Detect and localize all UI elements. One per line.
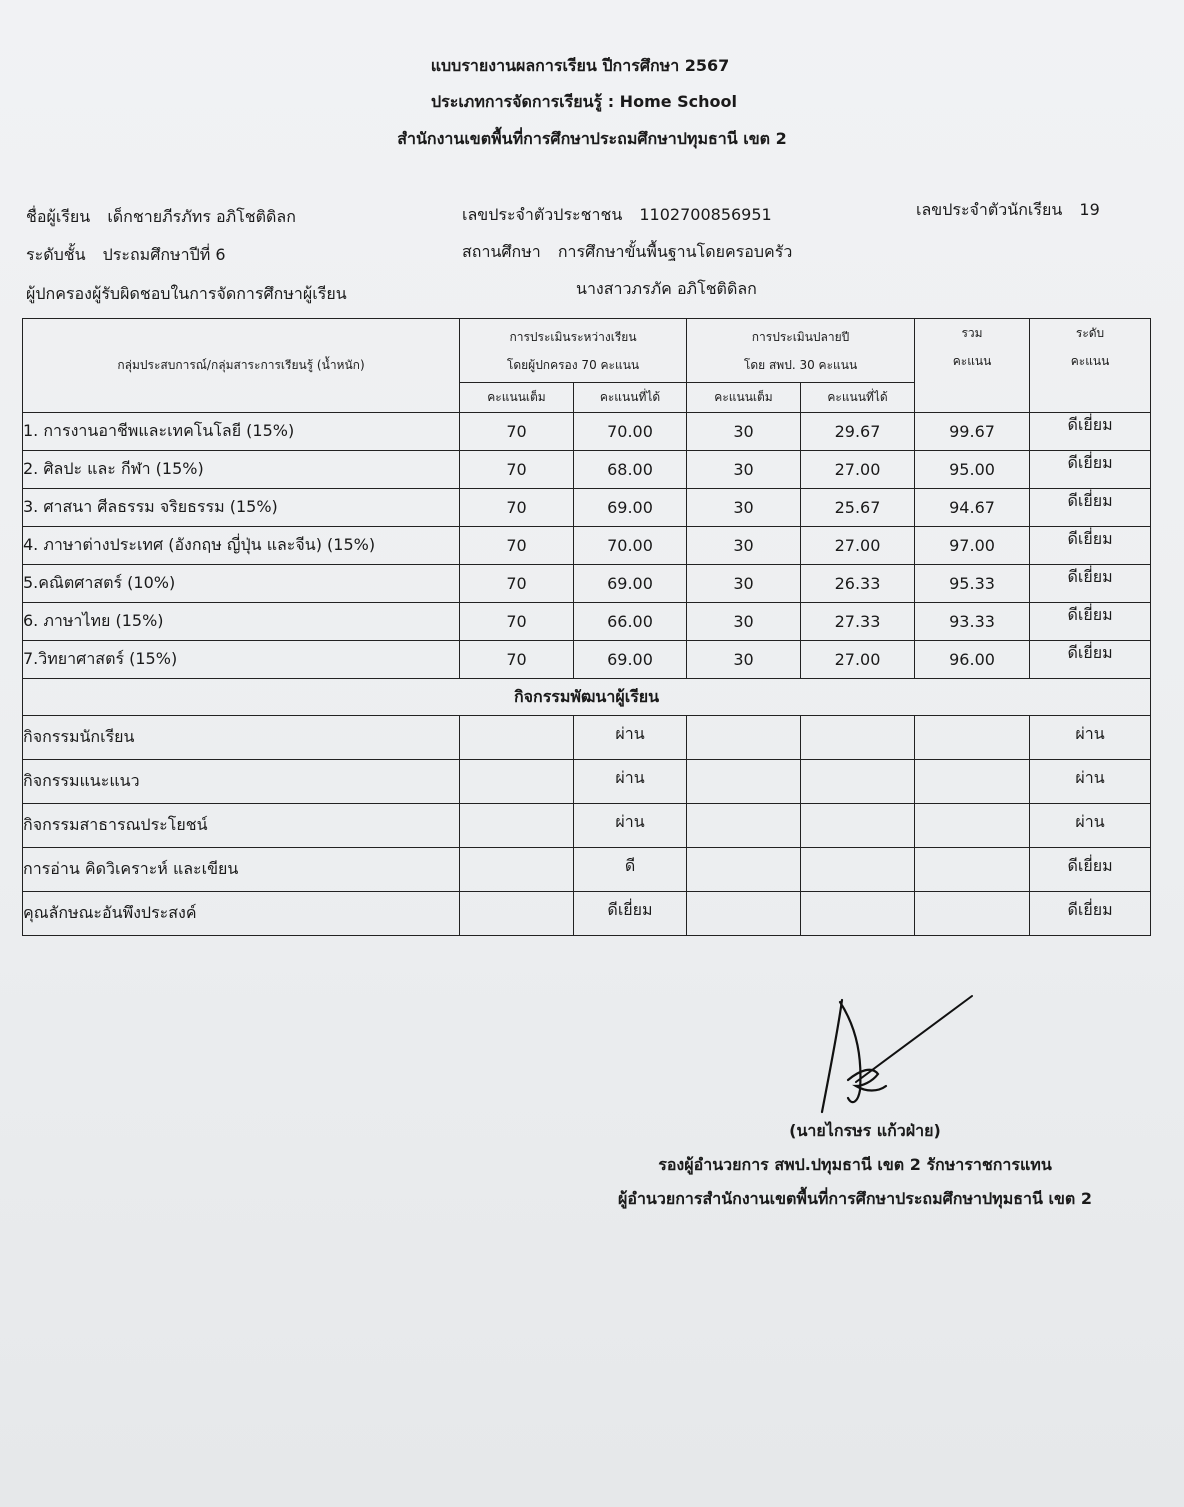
empty-cell: [687, 804, 801, 848]
subject-name: 2. ศิลปะ และ กีฬา (15%): [23, 451, 460, 489]
activity-result: ดี: [574, 848, 687, 892]
total-score: 97.00: [915, 527, 1030, 565]
total-header-line1: รวม: [961, 326, 983, 340]
empty-cell: [460, 760, 574, 804]
activity-row: [23, 892, 1151, 936]
level-header-line1: ระดับ: [1075, 326, 1105, 340]
summative-full: 30: [687, 489, 801, 527]
summative-earned: 27.00: [801, 451, 915, 489]
activity-name: กิจกรรมแนะแนว: [23, 760, 460, 804]
summative-earned: 27.33: [801, 603, 915, 641]
formative-full: 70: [460, 603, 574, 641]
level-line: [26, 243, 226, 268]
activity-name: กิจกรรมสาธารณประโยชน์: [23, 804, 460, 848]
citizen-id: 1102700856951: [639, 205, 772, 224]
table-row: [23, 527, 1151, 565]
signer-position-2: ผู้อำนวยการสำนักงานเขตพื้นที่การศึกษาประถมศึกษาปทุมธานี เขต 2: [617, 1189, 1093, 1208]
activities-section-row: [23, 679, 1151, 716]
summative-earned: 29.67: [801, 413, 915, 451]
table-row: [23, 565, 1151, 603]
citizen-id-label: เลขประจำตัวประชาชน: [462, 205, 623, 224]
citizen-id-line: [462, 203, 772, 228]
summative-full: 30: [687, 565, 801, 603]
total-score: 93.33: [915, 603, 1030, 641]
summative-header-line2: โดย สพป. 30 คะแนน: [743, 357, 858, 372]
formative-full: 70: [460, 413, 574, 451]
activity-level: ผ่าน: [1030, 716, 1151, 760]
empty-cell: [801, 804, 915, 848]
empty-cell: [687, 892, 801, 936]
total-header: [915, 319, 1030, 413]
summative-earned: 26.33: [801, 565, 915, 603]
subject-name: 7.วิทยาศาสตร์ (15%): [23, 641, 460, 679]
formative-earned: 69.00: [574, 565, 687, 603]
activity-name: การอ่าน คิดวิเคราะห์ และเขียน: [23, 848, 460, 892]
activity-level: ผ่าน: [1030, 760, 1151, 804]
activity-result: ผ่าน: [574, 760, 687, 804]
activity-name: กิจกรรมนักเรียน: [23, 716, 460, 760]
summative-full: 30: [687, 603, 801, 641]
subject-name: 5.คณิตศาสตร์ (10%): [23, 565, 460, 603]
formative-full: 70: [460, 641, 574, 679]
activity-name: คุณลักษณะอันพึงประสงค์: [23, 892, 460, 936]
total-score: 94.67: [915, 489, 1030, 527]
empty-cell: [460, 848, 574, 892]
empty-cell: [687, 716, 801, 760]
activity-row: [23, 760, 1151, 804]
formative-header: [460, 319, 687, 383]
signer-name: (นายไกรษร แก้วฝ่าย): [789, 1121, 941, 1140]
summative-full-header: คะแนนเต็ม: [687, 383, 801, 413]
formative-header-line1: การประเมินระหว่างเรียน: [509, 329, 637, 344]
summative-earned: 27.00: [801, 641, 915, 679]
grades-table: [22, 318, 1151, 936]
total-score: 99.67: [915, 413, 1030, 451]
table-row: [23, 489, 1151, 527]
grade-level-cell: ดีเยี่ยม: [1030, 489, 1151, 527]
guardian-name: นางสาวภรภัค อภิโชติดิลก: [576, 279, 757, 298]
formative-earned: 69.00: [574, 489, 687, 527]
learning-type: ประเภทการจัดการเรียนรู้ : Home School: [430, 92, 738, 111]
empty-cell: [460, 716, 574, 760]
empty-cell: [687, 848, 801, 892]
school-label: สถานศึกษา: [462, 242, 541, 261]
summative-earned: 25.67: [801, 489, 915, 527]
summative-header: [687, 319, 915, 383]
empty-cell: [460, 892, 574, 936]
office-name: สำนักงานเขตพื้นที่การศึกษาประถมศึกษาปทุมธานี เขต 2: [397, 129, 787, 148]
activity-level: ผ่าน: [1030, 804, 1151, 848]
formative-earned: 66.00: [574, 603, 687, 641]
summative-full: 30: [687, 527, 801, 565]
empty-cell: [460, 804, 574, 848]
subject-group-header: กลุ่มประสบการณ์/กลุ่มสาระการเรียนรู้ (น้ำหนัก): [23, 319, 460, 413]
grade-level-cell: ดีเยี่ยม: [1030, 527, 1151, 565]
table-row: [23, 603, 1151, 641]
student-id: 19: [1079, 200, 1100, 219]
summative-full: 30: [687, 451, 801, 489]
empty-cell: [915, 760, 1030, 804]
formative-earned: 68.00: [574, 451, 687, 489]
grade-level-cell: ดีเยี่ยม: [1030, 603, 1151, 641]
level-label: ระดับชั้น: [26, 245, 86, 264]
total-score: 95.00: [915, 451, 1030, 489]
grade-level: ประถมศึกษาปีที่ 6: [102, 245, 226, 264]
empty-cell: [801, 760, 915, 804]
student-name-label: ชื่อผู้เรียน: [26, 207, 91, 226]
student-name: เด็กชายภีรภัทร อภิโชติดิลก: [107, 207, 296, 226]
activity-level: ดีเยี่ยม: [1030, 848, 1151, 892]
formative-full: 70: [460, 527, 574, 565]
subject-name: 4. ภาษาต่างประเทศ (อังกฤษ ญี่ปุ่น และจีน) (15%): [23, 527, 460, 565]
table-header-row: [23, 319, 1151, 383]
activity-row: [23, 716, 1151, 760]
table-row: [23, 413, 1151, 451]
formative-earned: 69.00: [574, 641, 687, 679]
formative-full: 70: [460, 565, 574, 603]
total-score: 95.33: [915, 565, 1030, 603]
summative-earned: 27.00: [801, 527, 915, 565]
school-line: [462, 240, 792, 265]
summative-full: 30: [687, 413, 801, 451]
subject-name: 6. ภาษาไทย (15%): [23, 603, 460, 641]
table-row: [23, 451, 1151, 489]
level-header: [1030, 319, 1151, 413]
summative-earned-header: คะแนนที่ได้: [801, 383, 915, 413]
formative-full: 70: [460, 489, 574, 527]
grade-level-cell: ดีเยี่ยม: [1030, 565, 1151, 603]
signer-position-1: รองผู้อำนวยการ สพป.ปทุมธานี เขต 2 รักษาราชการแทน: [658, 1155, 1052, 1174]
activity-result: ดีเยี่ยม: [574, 892, 687, 936]
guardian-label: ผู้ปกครองผู้รับผิดชอบในการจัดการศึกษาผู้เรียน: [26, 284, 347, 303]
grade-level-cell: ดีเยี่ยม: [1030, 641, 1151, 679]
formative-earned: 70.00: [574, 413, 687, 451]
empty-cell: [801, 716, 915, 760]
activities-title: กิจกรรมพัฒนาผู้เรียน: [23, 679, 1151, 716]
total-header-line2: คะแนน: [952, 354, 992, 368]
activity-result: ผ่าน: [574, 716, 687, 760]
empty-cell: [915, 804, 1030, 848]
student-id-line: [916, 198, 1100, 223]
table-row: [23, 641, 1151, 679]
activity-row: [23, 804, 1151, 848]
grade-level-cell: ดีเยี่ยม: [1030, 413, 1151, 451]
handwritten-signature: [800, 990, 1000, 1120]
report-title: แบบรายงานผลการเรียน ปีการศึกษา 2567: [430, 56, 730, 75]
level-header-line2: คะแนน: [1070, 354, 1110, 368]
formative-earned: 70.00: [574, 527, 687, 565]
student-id-label: เลขประจำตัวนักเรียน: [916, 200, 1063, 219]
activity-row: [23, 848, 1151, 892]
empty-cell: [915, 848, 1030, 892]
empty-cell: [687, 760, 801, 804]
school-name: การศึกษาขั้นพื้นฐานโดยครอบครัว: [557, 242, 793, 261]
grade-level-cell: ดีเยี่ยม: [1030, 451, 1151, 489]
empty-cell: [915, 716, 1030, 760]
empty-cell: [801, 892, 915, 936]
formative-earned-header: คะแนนที่ได้: [574, 383, 687, 413]
total-score: 96.00: [915, 641, 1030, 679]
empty-cell: [915, 892, 1030, 936]
activity-level: ดีเยี่ยม: [1030, 892, 1151, 936]
summative-header-line1: การประเมินปลายปี: [751, 329, 850, 344]
summative-full: 30: [687, 641, 801, 679]
empty-cell: [801, 848, 915, 892]
subject-name: 3. ศาสนา ศีลธรรม จริยธรรม (15%): [23, 489, 460, 527]
formative-full: 70: [460, 451, 574, 489]
formative-header-line2: โดยผู้ปกครอง 70 คะแนน: [506, 357, 640, 372]
activity-result: ผ่าน: [574, 804, 687, 848]
subject-name: 1. การงานอาชีพและเทคโนโลยี (15%): [23, 413, 460, 451]
student-name-line: [26, 205, 296, 230]
formative-full-header: คะแนนเต็ม: [460, 383, 574, 413]
